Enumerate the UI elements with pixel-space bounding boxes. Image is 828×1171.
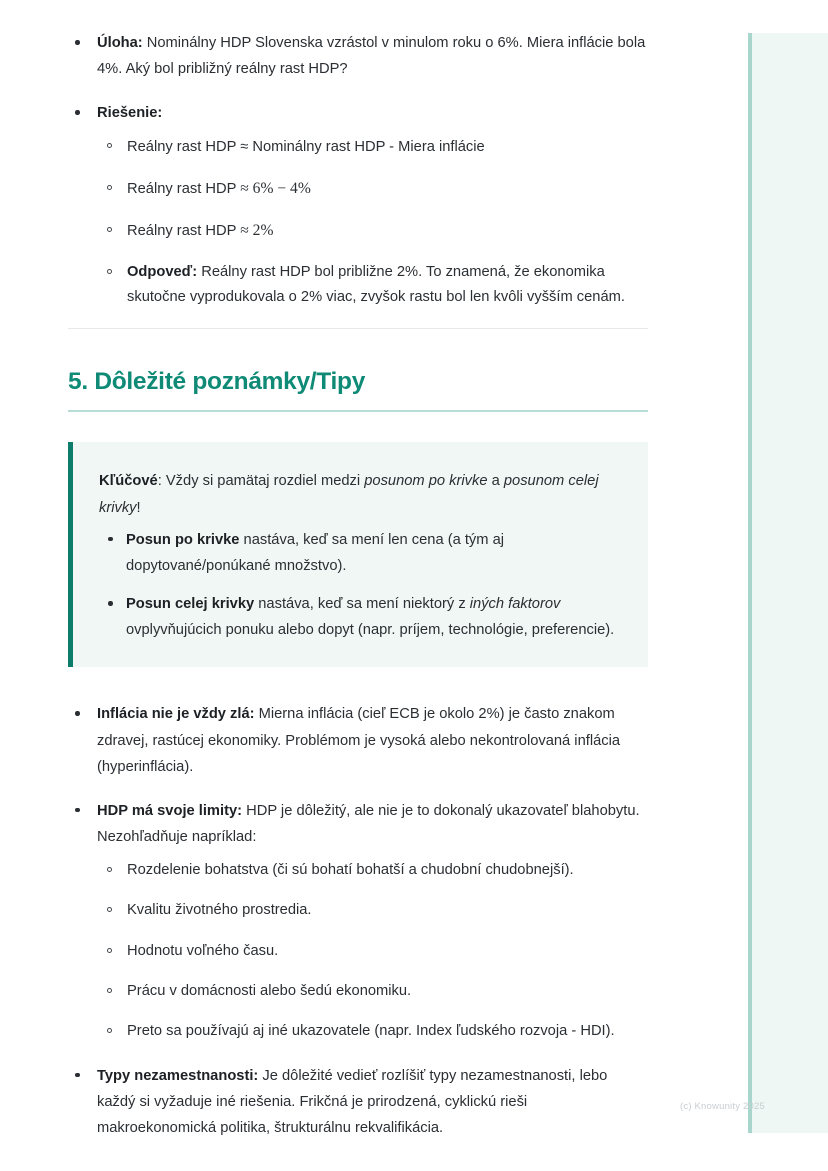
solution-answer <box>99 260 648 311</box>
tip-text: HDP je dôležitý, ale nie je to dokonalý ukazovateľ blahobytu. Nezohľadňuje napríklad: <box>97 802 640 845</box>
exercise-task-text: Nominálny HDP Slovenska vzrástol v minulom roku o 6%. Miera inflácie bola 4%. Aký bol približný reálny rast HDP? <box>97 35 646 78</box>
callout-lead-part3: ! <box>136 499 141 516</box>
tip-sub-item: Rozdelenie bohatstva (či sú bohatí bohatší a chudobní chudobnejší). <box>99 858 648 883</box>
callout-list-item <box>99 527 622 579</box>
callout-lead <box>99 468 622 520</box>
tip-text: Je dôležité vedieť rozlíšiť typy nezamestnanosti, lebo každý si vyžaduje iné riešenia. Frikčná je prirodzená, cyklickú rieši makroekonomická politika, štrukturálnu rekvalifikácia. <box>97 1067 608 1136</box>
callout-item-text-part2: ovplyvňujúcich ponuku alebo dopyt (napr. príjem, technológie, preferencie). <box>126 622 615 639</box>
callout-lead-italic1: posunom po krivke <box>364 473 488 490</box>
exercise-task-label: Úloha: <box>97 35 143 51</box>
solution-step-math: ≈ 6% − 4% <box>240 180 311 198</box>
callout-item-text: nastáva, keď sa mení len cena (a tým aj dopytované/ponúkané množstvo). <box>126 531 505 574</box>
solution-step-math: ≈ 2% <box>240 222 274 240</box>
tip-sub-item: Preto sa používajú aj iné ukazovatele (napr. Index ľudského rozvoja - HDI). <box>99 1019 648 1044</box>
exercise-solution-label: Riešenie: <box>97 105 163 122</box>
heading-underline <box>68 410 648 412</box>
solution-step-text: Reálny rast HDP ≈ Nominálny rast HDP - Miera inflácie <box>127 139 485 156</box>
solution-steps-list <box>99 134 648 310</box>
tip-item-unemployment-types <box>68 1063 648 1141</box>
tip-text: Mierna inflácia (cieľ ECB je okolo 2%) je často znakom zdravej, rastúcej ekonomiky. Problémom je vysoká alebo nekontrolovaná inflácia (hyperinflácia). <box>97 706 621 775</box>
callout-item-bold: Posun po krivke <box>126 531 240 548</box>
callout-item-italic: iných faktorov <box>469 596 561 613</box>
exercise-list <box>68 30 648 310</box>
tip-item-inflation <box>68 701 648 779</box>
callout-lead-bold: Kľúčové <box>99 473 158 490</box>
solution-answer-text: Reálny rast HDP bol približne 2%. To znamená, že ekonomika skutočne vyprodukovala o 2% viac, zvyšok rastu bol len kvôli vyšším cenám. <box>127 263 625 306</box>
tip-sub-item: Hodnotu voľného času. <box>99 939 648 964</box>
callout-lead-part1: : Vždy si pamätaj rozdiel medzi <box>157 473 365 490</box>
tips-list <box>68 701 648 1141</box>
key-takeaway-callout <box>68 442 648 667</box>
solution-step-text: Reálny rast HDP <box>127 181 241 198</box>
callout-list <box>99 527 622 644</box>
tip-item-gdp-limits <box>68 798 648 1045</box>
page-title: 5. Dôležité poznámky/Tipy <box>68 368 366 396</box>
callout-item-text-part1: nastáva, keď sa mení niektorý z <box>254 596 470 613</box>
copyright-watermark: (c) Knowunity 2025 <box>680 1101 765 1112</box>
solution-step <box>99 176 648 203</box>
exercise-solution-item <box>68 100 648 310</box>
exercise-task-item <box>68 30 648 82</box>
solution-step <box>99 218 648 245</box>
section-divider <box>68 328 648 329</box>
solution-answer-label: Odpoveď: <box>127 263 198 280</box>
tip-sublist-wrap <box>99 858 648 1044</box>
solution-step <box>99 134 648 161</box>
callout-lead-italic2: posunom celej krivky <box>99 473 599 516</box>
tip-sublist <box>99 858 648 1044</box>
right-decorative-strip <box>748 33 828 1133</box>
tip-sub-item: Prácu v domácnosti alebo šedú ekonomiku. <box>99 979 648 1004</box>
tip-sub-item: Kvalitu životného prostredia. <box>99 898 648 923</box>
callout-lead-part2: a <box>487 473 504 490</box>
right-decorative-strip-edge <box>748 33 752 1133</box>
tip-label: HDP má svoje limity: <box>97 802 243 819</box>
solution-step-text: Reálny rast HDP <box>127 223 241 240</box>
callout-item-bold: Posun celej krivky <box>126 596 255 613</box>
tip-label: Typy nezamestnanosti: <box>97 1067 259 1084</box>
tip-label: Inflácia nie je vždy zlá: <box>97 706 255 723</box>
solution-steps-wrap <box>99 134 648 310</box>
callout-list-item <box>99 591 622 643</box>
